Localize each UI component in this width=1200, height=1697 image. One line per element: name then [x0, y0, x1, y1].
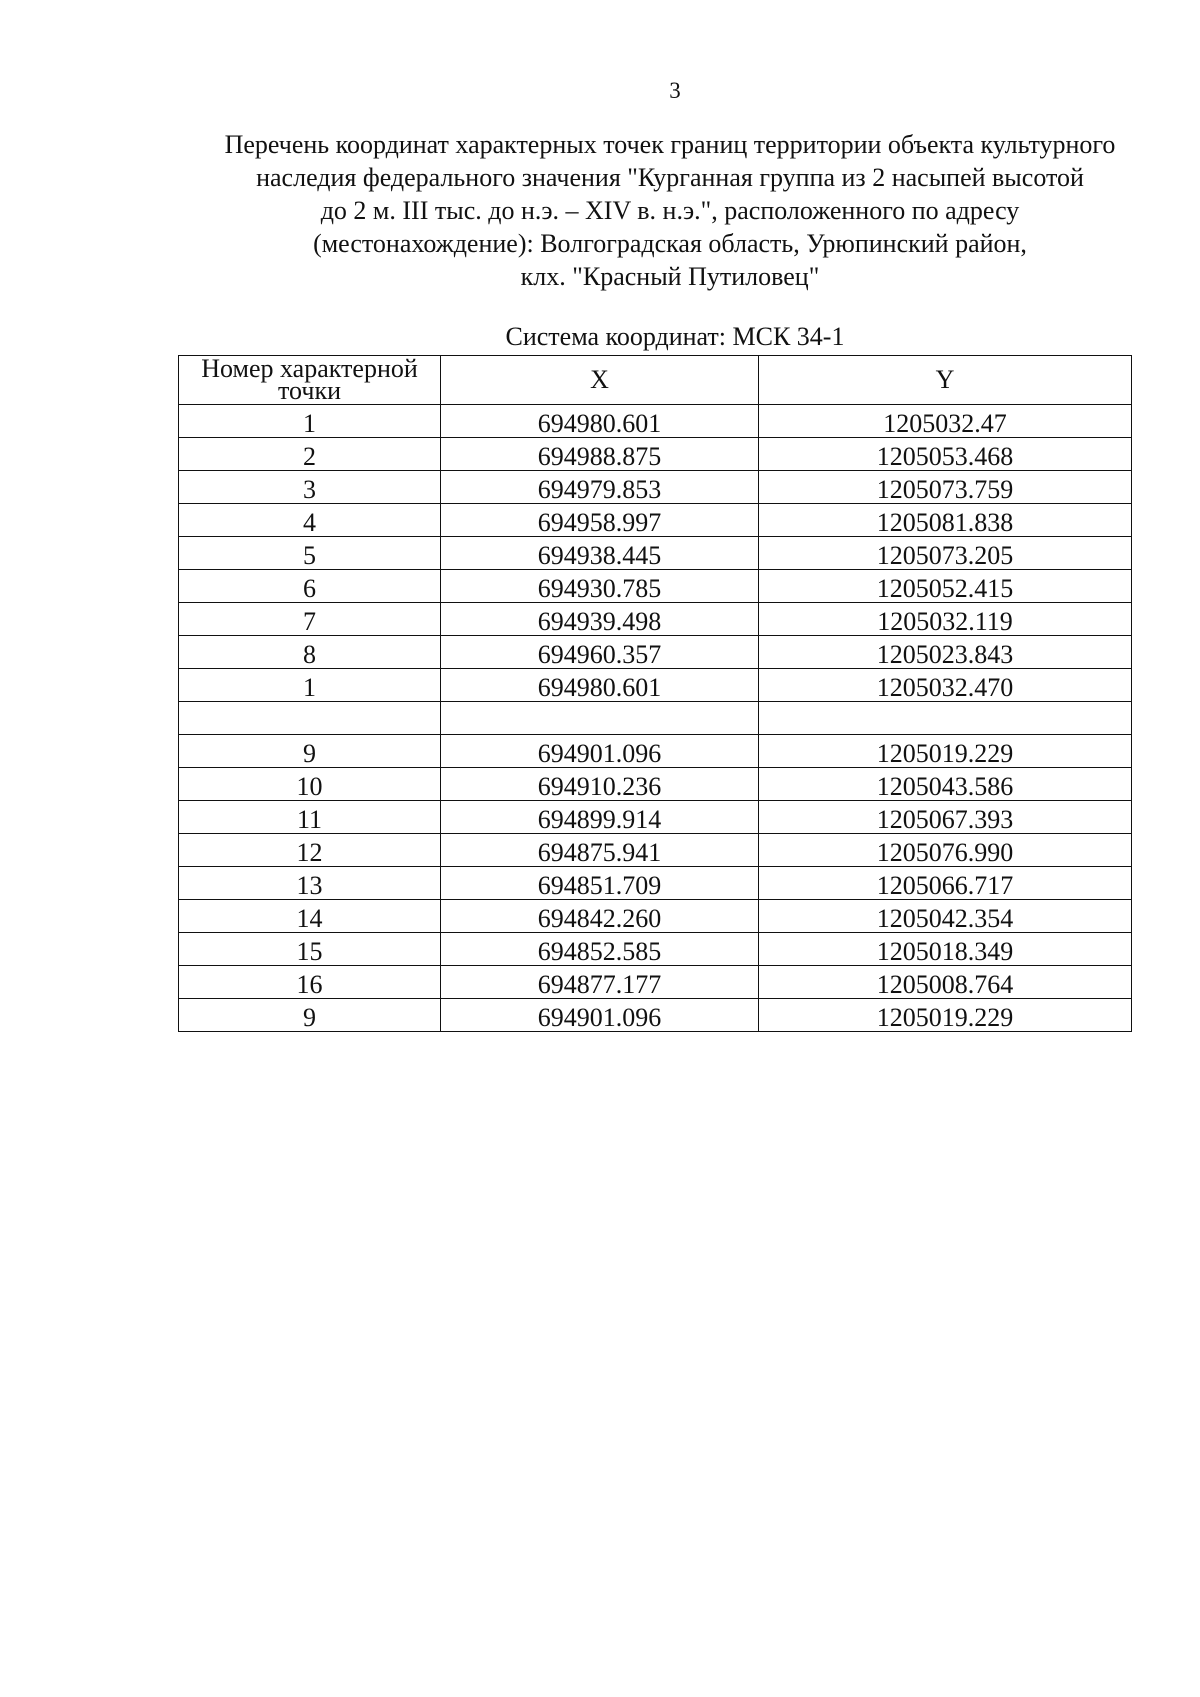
cell-x: 694901.096 [441, 735, 759, 768]
table-row [179, 735, 1132, 768]
table-row [179, 702, 1132, 735]
table-row [179, 405, 1132, 438]
cell-point-number: 1 [179, 405, 441, 438]
cell-y: 1205008.764 [759, 966, 1132, 999]
cell-y: 1205076.990 [759, 834, 1132, 867]
cell-y: 1205032.470 [759, 669, 1132, 702]
cell-point-number: 1 [179, 669, 441, 702]
table-row [179, 867, 1132, 900]
title-line: клх. "Красный Путиловец" [520, 262, 820, 291]
cell-point-number: 9 [179, 735, 441, 768]
title-line: до 2 м. III тыс. до н.э. – XIV в. н.э.", расположенного по адресу [320, 196, 1020, 225]
cell-point-number: 6 [179, 570, 441, 603]
cell-y: 1205018.349 [759, 933, 1132, 966]
cell-x: 694960.357 [441, 636, 759, 669]
cell-y: 1205053.468 [759, 438, 1132, 471]
table-row [179, 438, 1132, 471]
title-line: (местонахождение): Волгоградская область, Урюпинский район, [313, 229, 1027, 258]
cell-x: 694852.585 [441, 933, 759, 966]
table-row [179, 801, 1132, 834]
cell-y: 1205042.354 [759, 900, 1132, 933]
cell-y: 1205067.393 [759, 801, 1132, 834]
cell-point-number: 11 [179, 801, 441, 834]
table-row [179, 768, 1132, 801]
table-row [179, 570, 1132, 603]
cell-y: 1205052.415 [759, 570, 1132, 603]
cell-point-number: 4 [179, 504, 441, 537]
coordinate-system-label: Система координат: МСК 34-1 [505, 322, 845, 351]
cell-x: 694877.177 [441, 966, 759, 999]
cell-point-number: 9 [179, 999, 441, 1032]
cell-x: 694979.853 [441, 471, 759, 504]
table-row [179, 999, 1132, 1032]
table-row [179, 966, 1132, 999]
cell-x: 694988.875 [441, 438, 759, 471]
cell-y: 1205043.586 [759, 768, 1132, 801]
cell-point-number: 7 [179, 603, 441, 636]
cell-point-number: 16 [179, 966, 441, 999]
cell-y: 1205023.843 [759, 636, 1132, 669]
table-body [179, 405, 1132, 1032]
table-row [179, 504, 1132, 537]
cell-point-number: 2 [179, 438, 441, 471]
page-number: 3 [669, 78, 681, 103]
table-row [179, 834, 1132, 867]
cell-y: 1205073.759 [759, 471, 1132, 504]
cell-point-number: 8 [179, 636, 441, 669]
cell-point-number: 10 [179, 768, 441, 801]
cell-x: 694939.498 [441, 603, 759, 636]
cell-x: 694930.785 [441, 570, 759, 603]
cell-point-number: 15 [179, 933, 441, 966]
cell-y [759, 702, 1132, 735]
coordinates-table [178, 355, 1132, 1032]
cell-x: 694958.997 [441, 504, 759, 537]
cell-point-number: 3 [179, 471, 441, 504]
cell-x: 694842.260 [441, 900, 759, 933]
header-y: Y [759, 356, 1132, 405]
table-row [179, 900, 1132, 933]
cell-y: 1205019.229 [759, 735, 1132, 768]
header-point-number: Номер характерной точки [179, 356, 441, 405]
cell-x: 694901.096 [441, 999, 759, 1032]
cell-y: 1205066.717 [759, 867, 1132, 900]
cell-point-number: 13 [179, 867, 441, 900]
cell-y: 1205032.119 [759, 603, 1132, 636]
table-row [179, 537, 1132, 570]
cell-x: 694875.941 [441, 834, 759, 867]
table-header-row [179, 356, 1132, 405]
header-x: X [441, 356, 759, 405]
cell-x: 694899.914 [441, 801, 759, 834]
document-title [170, 128, 1170, 293]
cell-x: 694938.445 [441, 537, 759, 570]
table-row [179, 636, 1132, 669]
cell-point-number: 5 [179, 537, 441, 570]
cell-point-number [179, 702, 441, 735]
table-row [179, 669, 1132, 702]
cell-y: 1205019.229 [759, 999, 1132, 1032]
cell-y: 1205081.838 [759, 504, 1132, 537]
table-row [179, 471, 1132, 504]
cell-x: 694910.236 [441, 768, 759, 801]
cell-y: 1205073.205 [759, 537, 1132, 570]
title-line: наследия федерального значения "Курганная группа из 2 насыпей высотой [256, 163, 1084, 192]
cell-x [441, 702, 759, 735]
cell-point-number: 14 [179, 900, 441, 933]
table-row [179, 933, 1132, 966]
table-row [179, 603, 1132, 636]
cell-y: 1205032.47 [759, 405, 1132, 438]
cell-point-number: 12 [179, 834, 441, 867]
title-line: Перечень координат характерных точек границ территории объекта культурного [224, 130, 1116, 159]
cell-x: 694980.601 [441, 669, 759, 702]
cell-x: 694980.601 [441, 405, 759, 438]
cell-x: 694851.709 [441, 867, 759, 900]
